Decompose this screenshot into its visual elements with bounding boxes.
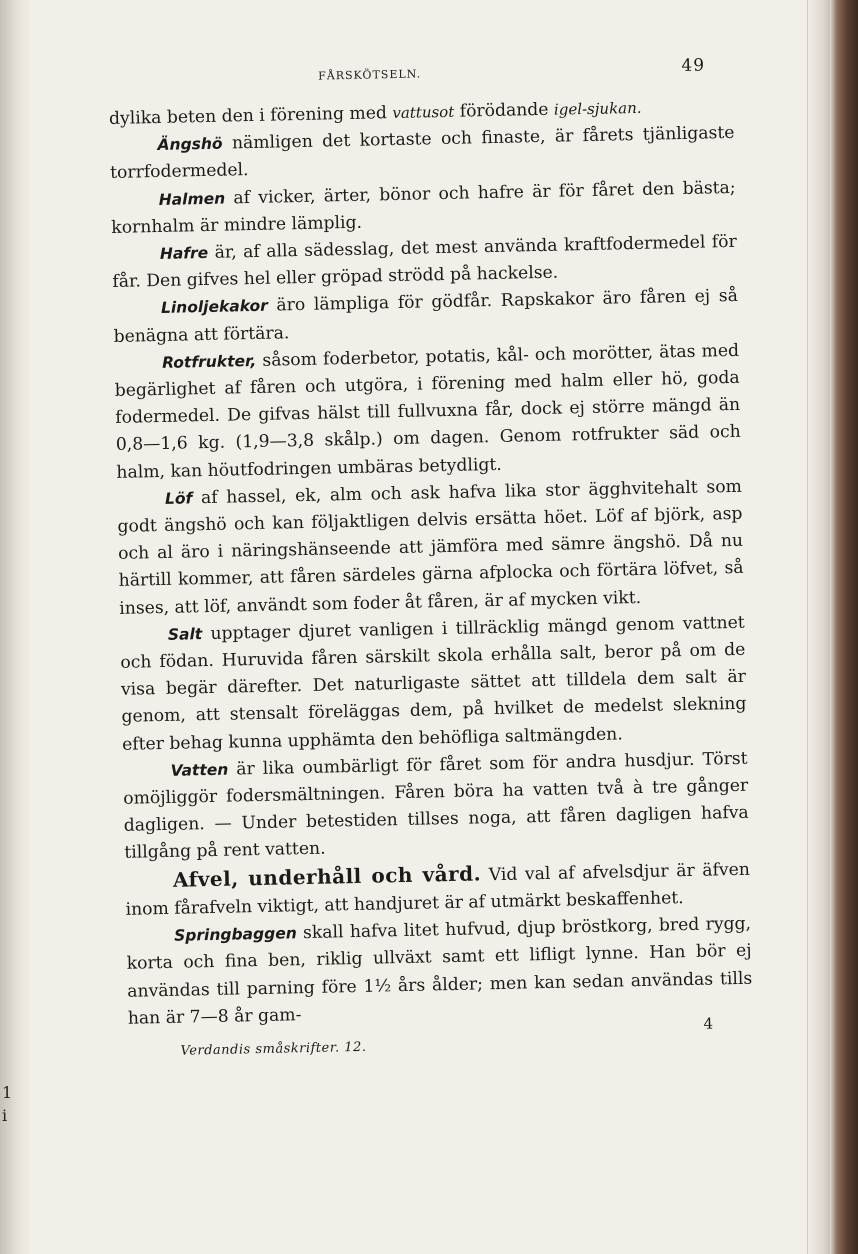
page-stack-edge	[807, 0, 830, 1254]
paragraph	[122, 746, 749, 868]
book-spine-edge	[830, 0, 858, 1254]
text-run: skall hafva litet hufvud, djup bröstkorg, bred rygg, korta och fina ben, riklig ullväxt samt ett lifligt lynne. Han bör ej användas till parning före 1½ års ålder; men kan sedan användas tills han är 7—8 år gam-	[126, 913, 753, 1029]
body-text	[109, 93, 753, 1033]
margin-mark-1: 1	[2, 1083, 13, 1102]
keyword: Halmen	[158, 189, 226, 209]
italic-term: igel-sjukan.	[553, 98, 642, 119]
keyword: Hafre	[159, 243, 209, 263]
keyword: Springbaggen	[173, 924, 297, 945]
text-run: upptager djuret vanligen i tillräcklig mängd genom vattnet och födan. Huruvida fåren särskilt skola erhålla salt, beror på om de visa begär därefter. Det naturligaste sättet att tilldela dem salt är genom, att stensalt föreläggas dem, på hvilket de medelst slekning efter behag kunna upphämta den behöfliga saltmängden.	[120, 612, 747, 755]
section-heading: Afvel, underhåll och vård.	[172, 861, 482, 892]
page-content	[108, 57, 754, 1065]
text-run: förödande	[454, 99, 555, 122]
text-run: nämligen det kortaste och finaste, är fårets tjänligaste torrfodermedel.	[109, 123, 735, 184]
page-number: 49	[681, 55, 706, 76]
text-run: är, af alla sädesslag, det mest använda kraftfodermedel för får. Den gifves hel eller gröpad strödd på hackelse.	[112, 231, 737, 293]
facing-page-edge	[0, 0, 31, 1254]
text-run: såsom foderbetor, potatis, kål- och morötter, ätas med begärlighet af fåren och utgöra, i förening med halm eller hö, goda fodermedel. De gifvas hälst till fullvuxna får, dock ej större mängd än 0,8—1,6 kg. (1,9—3,8 skålp.) om dagen. Genom rotfrukter säd och halm, kan höutfodringen umbäras betydligt.	[114, 340, 741, 483]
paragraph	[126, 911, 753, 1033]
keyword: Löf	[164, 489, 193, 508]
text-run: af hassel, ek, alm och ask hafva lika stor ägghvitehalt som godt ängshö och kan följaktligen delvis ersätta höet. Löf af björk, asp och al äro i näringshänseende att jämföra med sämre ängshö. Då nu härtill kommer, att fåren särdeles gärna afplocka och förtära löfvet, så inses, att löf, användt som foder åt fåren, är af mycken vikt.	[117, 476, 744, 619]
text-run: äro lämpliga för gödfår. Rapskakor äro fåren ej så benägna att förtära.	[113, 286, 739, 347]
paragraph	[120, 610, 748, 759]
italic-term: vattusot	[392, 102, 455, 123]
running-title: FÅRSKÖTSELN.	[318, 67, 422, 83]
book-page	[30, 0, 808, 1254]
paragraph	[114, 338, 742, 487]
keyword: Linoljekakor	[160, 297, 268, 318]
text-run: af vicker, ärter, bönor och hafre är för fåret den bästa; kornhalm är mindre lämplig.	[111, 177, 736, 238]
series-title: Verdandis småskrifter. 12.	[180, 1039, 367, 1059]
paragraph	[117, 474, 745, 623]
keyword: Rotfrukter,	[161, 351, 257, 372]
text-run: Vid val af afvelsdjur är äfven inom fårafveln viktigt, att handjuret är af utmärkt beskaffenhet.	[125, 859, 751, 920]
keyword: Ängshö	[157, 134, 223, 155]
margin-mark-2: i	[2, 1106, 8, 1125]
keyword: Vatten	[170, 760, 229, 780]
text-run: dylika beten den i förening med	[108, 103, 393, 129]
signature-mark: 4	[703, 1014, 714, 1033]
text-run: är lika oumbärligt för fåret som för andra husdjur. Törst omöjliggör fodersmältningen. Fåren böra ha vatten två à tre gånger dagligen. — Under betestiden tillses noga, att fåren dagligen hafva tillgång på rent vatten.	[123, 748, 749, 864]
keyword: Salt	[167, 625, 203, 644]
